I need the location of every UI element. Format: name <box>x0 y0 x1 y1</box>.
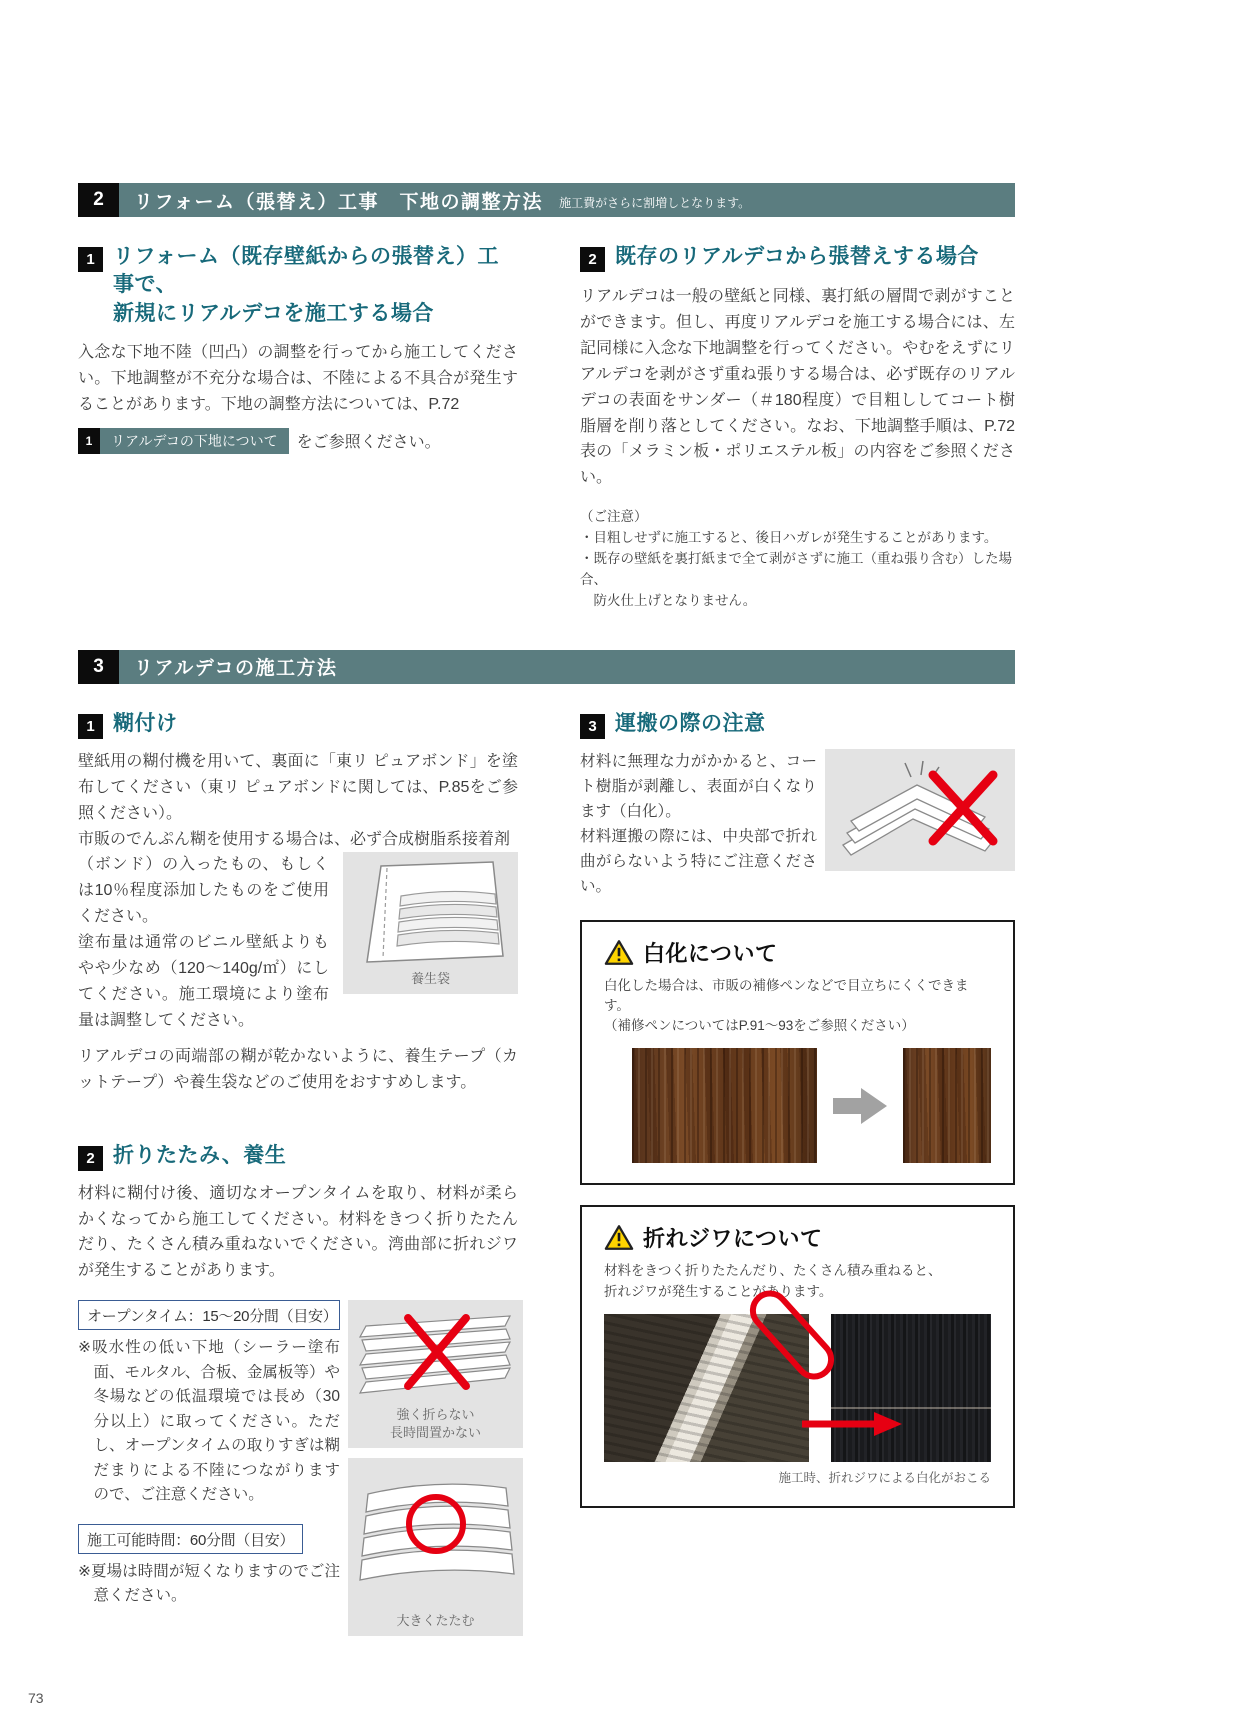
crease-body <box>604 1261 991 1302</box>
fold-heading <box>78 1142 518 1171</box>
caution-note-1: ・目粗しせずに施工すると、後日ハガレが発生することがあります。 <box>580 530 998 546</box>
crease-pointer-icon <box>724 1314 944 1462</box>
paste-para4: リアルデコの両端部の糊が乾かないように、養生テープ（カットテープ）や養生袋などのご使用をおすすめします。 <box>78 1047 518 1091</box>
section2-title: リフォーム（張替え）工事 下地の調整方法 <box>134 191 544 213</box>
carry-text <box>580 749 817 900</box>
wood-sample-before <box>632 1048 817 1163</box>
whitening-title: 白化について <box>643 940 778 966</box>
caution-note-2: ・既存の壁紙を裏打紙まで全て剥がさずに施工（重ね張り含む）した場合、 <box>580 551 1012 588</box>
crease-title: 折れジワについて <box>643 1226 823 1252</box>
paste-heading <box>78 710 518 739</box>
section3-columns <box>78 710 1015 1636</box>
caution-title: （ご注意） <box>580 509 648 525</box>
section2-left-column <box>78 243 518 612</box>
whitening-title-row <box>604 937 991 968</box>
open-time-note: ※吸水性の低い下地（シーラー塗布面、モルタル、合板、金属板等）や冬場などの低温環境では長め（30分以上）に取ってください。ただし、オープンタイムの取りすぎは糊だまりによる不陸につながりますので、ご注意ください。 <box>78 1339 340 1504</box>
fold-loosely-figure <box>348 1458 523 1636</box>
heading-number-badge: 1 <box>78 714 103 739</box>
carry-body1: 材料に無理な力がかかると、コート樹脂が剥離し、表面が白くなります（白化）。 <box>580 752 817 821</box>
warning-icon <box>604 939 634 966</box>
caution-note-3: 防火仕上げとなりません。 <box>580 592 757 608</box>
carry-row <box>580 749 1015 900</box>
reference-line <box>78 428 518 454</box>
page-number: 73 <box>28 1690 44 1706</box>
work-time-box: 施工可能時間：60分間（目安） <box>78 1524 303 1554</box>
caution-notes <box>580 507 1015 612</box>
reform-body: 入念な下地不陸（凹凸）の調整を行ってから施工してください。下地調整が不充分な場合は、不陸による不具合が発生することがあります。下地の調整方法については、P.72 <box>78 344 518 413</box>
replace-heading <box>580 243 1015 272</box>
heading-number-badge: 3 <box>580 714 605 739</box>
heading-number-badge: 1 <box>78 247 103 272</box>
carry-heading-text: 運搬の際の注意 <box>615 711 766 735</box>
section3-header-bar <box>78 650 1015 684</box>
heading-number-badge: 2 <box>580 247 605 272</box>
paste-heading-text: 糊付け <box>113 711 178 735</box>
heading-number-badge: 2 <box>78 1146 103 1171</box>
reform-heading-text <box>113 243 518 328</box>
crease-body-line2: 折れジワが発生することがあります。 <box>604 1283 833 1299</box>
carry-body2: 材料運搬の際には、中央部で折れ曲がらないよう特にご注意ください。 <box>580 828 817 896</box>
dont-fold-caption-line1: 強く折らない <box>396 1407 475 1423</box>
reference-badge <box>78 428 289 454</box>
replace-body: リアルデコは一般の壁紙と同様、裏打紙の層間で剥がすことができます。但し、再度リアルデコを施工する場合には、左記同様に入念な下地調整を行ってください。やむをえずにリアルデコを剥がさず重ね張りする場合は、必ず既存のリアルデコの表面をサンダー（＃180程度）で目粗ししてコート樹脂層を削り落としてください。なお、下地調整手順は、P.72表の「メラミン板・ポリエステル板」の内容をご参照ください。 <box>580 288 1015 487</box>
fold-left-column <box>78 1300 340 1636</box>
reference-suffix: をご参照ください。 <box>296 434 441 452</box>
fold-figures <box>348 1300 523 1636</box>
page-content <box>78 183 1015 1636</box>
paste-para2-lead: 市販のでんぷん糊を使用する場合は、必ず合成樹脂系接着剤 <box>78 830 511 848</box>
work-time-note: ※夏場は時間が短くなりますのでご注意ください。 <box>78 1562 340 1605</box>
section2-right-column <box>580 243 1015 612</box>
section2-number: 2 <box>78 183 119 217</box>
folded-stack-x-icon <box>348 1300 523 1410</box>
warning-icon <box>604 1224 634 1251</box>
reference-badge-number: 1 <box>78 428 100 454</box>
fold-body: 材料に糊付け後、適切なオープンタイムを取り、材料が柔らかくなってから施工してください。材料をきつく折りたたんだり、たくさん積み重ねないでください。湾曲部に折れジワが発生することがあります。 <box>78 1184 518 1280</box>
whitening-body <box>604 976 991 1037</box>
section2-columns <box>78 243 1015 612</box>
reform-heading <box>78 243 518 328</box>
open-time-box: オープンタイム：15〜20分間（目安） <box>78 1300 340 1330</box>
loose-stack-circle-icon <box>348 1458 523 1608</box>
section2-subtitle: 施工費がさらに割増しとなります。 <box>559 196 751 210</box>
crease-title-row <box>604 1222 991 1253</box>
protection-bag-caption: 養生袋 <box>410 970 450 986</box>
section3-right-column <box>580 710 1015 1636</box>
whitening-body-line1: 白化した場合は、市販の補修ペンなどで目立ちにくくできます。 <box>604 977 969 1013</box>
reference-badge-label: リアルデコの下地について <box>100 428 289 454</box>
crease-photo-caption: 施工時、折れジワによる白化がおこる <box>778 1470 991 1485</box>
section2-header-bar <box>78 183 1015 217</box>
paste-para3: 塗布量は通常のビニル壁紙よりもやや少なめ（120〜140g/㎡）にしてください。施工環境により塗布量は調整してください。 <box>78 934 329 1029</box>
whitening-info-box <box>580 920 1015 1186</box>
paste-narrow-row <box>78 852 518 1033</box>
carry-warning-figure <box>825 749 1015 871</box>
fold-detail-row <box>78 1300 518 1636</box>
fold-heading-text: 折りたたみ、養生 <box>113 1143 287 1167</box>
crease-photos <box>604 1314 991 1462</box>
replace-heading-text: 既存のリアルデコから張替えする場合 <box>615 245 979 268</box>
paste-para1: 壁紙用の糊付機を用いて、裏面に「東リ ピュアボンド」を塗布してください（東リ ピュアボンドに関しては、P.85をご参照ください）。 <box>78 752 518 822</box>
bent-stack-x-icon <box>825 749 1015 871</box>
paste-narrow-text <box>78 852 329 1033</box>
arrow-right-icon <box>833 1086 887 1126</box>
carry-heading <box>580 710 1015 739</box>
section3-left-column <box>78 710 518 1636</box>
wood-sample-after <box>903 1048 991 1163</box>
dont-fold-caption <box>348 1406 523 1441</box>
crease-info-box <box>580 1205 1015 1508</box>
dont-fold-caption-line2: 長時間置かない <box>389 1424 481 1440</box>
fold-loosely-caption: 大きくたたむ <box>396 1612 475 1628</box>
section3-number: 3 <box>78 650 119 684</box>
protection-bag-figure <box>343 852 518 994</box>
reform-heading-line2: 新規にリアルデコを施工する場合 <box>113 301 434 325</box>
reform-heading-line1: リフォーム（既存壁紙からの張替え）工事で、 <box>113 245 499 297</box>
section3-title: リアルデコの施工方法 <box>134 658 338 680</box>
dont-fold-tightly-figure <box>348 1300 523 1448</box>
paste-para2-rest: （ボンド）の入ったもの、もしくは10％程度添加したものをご使用ください。 <box>78 856 329 926</box>
whitening-body-line2: （補修ペンについてはP.91〜93をご参照ください） <box>604 1018 915 1034</box>
whitening-before-after <box>604 1048 991 1163</box>
crease-body-line1: 材料をきつく折りたたんだり、たくさん積み重ねると、 <box>604 1263 942 1279</box>
